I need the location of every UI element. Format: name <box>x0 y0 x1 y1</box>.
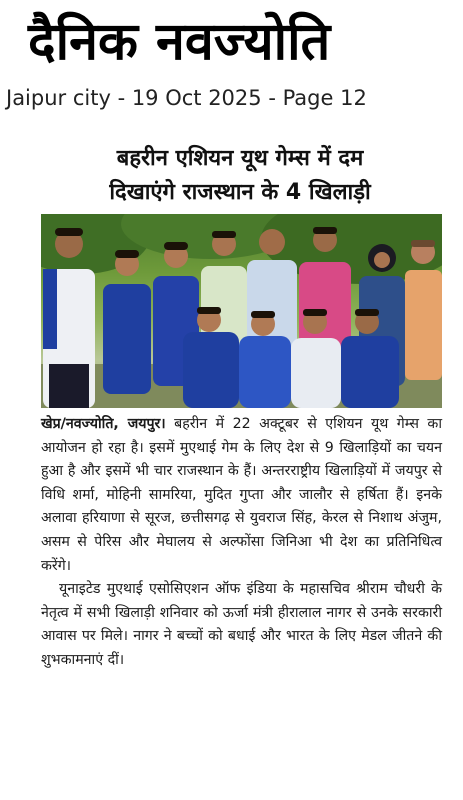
article-headline <box>50 142 430 210</box>
headline-line-2: दिखाएंगे राजस्थान के 4 खिलाड़ी <box>109 180 371 205</box>
article-dateline: खेप्र/नवज्योति, जयपुर। <box>41 416 166 432</box>
newspaper-masthead: दैनिक नवज्योति <box>28 12 331 72</box>
team-photo <box>41 214 442 408</box>
article-paragraph-1-text: बहरीन में 22 अक्टूबर से एशियन यूथ गेम्स का आयोजन हो रहा है। इसमें मुएथाई गेम के लिए देश से 9 खिलाड़ियों का चयन हुआ है और इसमें भी चार राजस्थान के हैं। अन्तरराष्ट्रीय खिलाड़ियों में जयपुर से विधि शर्मा, मोहिनी सामरिया, मुदित गुप्ता और जालौर से हर्षिता हैं। इनके अलावा हरियाणा से सूरज, छत्तीसगढ़ से युवराज सिंह, केरल से निशाथ अंजुम, असम से पेरिस और मेघालय से अल्फोंसा जिनिआ भी देश का प्रतिनिधित्व करेंगे। <box>41 416 442 574</box>
team-photo-illustration <box>41 214 442 408</box>
headline-line-1: बहरीन एशियन यूथ गेम्स में दम <box>116 146 364 171</box>
article-paragraph-2: यूनाइटेड मुएथाई एसोसिएशन ऑफ इंडिया के महासचिव श्रीराम चौधरी के नेतृत्व में सभी खिलाड़ी शनिवार को ऊर्जा मंत्री हीरालाल नागर से उनके सरकारी आवास पर मिले। नागर ने बच्चों को बधाई और भारत के लिए मेडल जीतने की शुभकामनाएं दीं। <box>41 581 442 668</box>
article-body <box>41 413 442 673</box>
edition-line: Jaipur city - 19 Oct 2025 - Page 12 <box>6 86 367 110</box>
article-paragraph-1 <box>41 413 442 578</box>
